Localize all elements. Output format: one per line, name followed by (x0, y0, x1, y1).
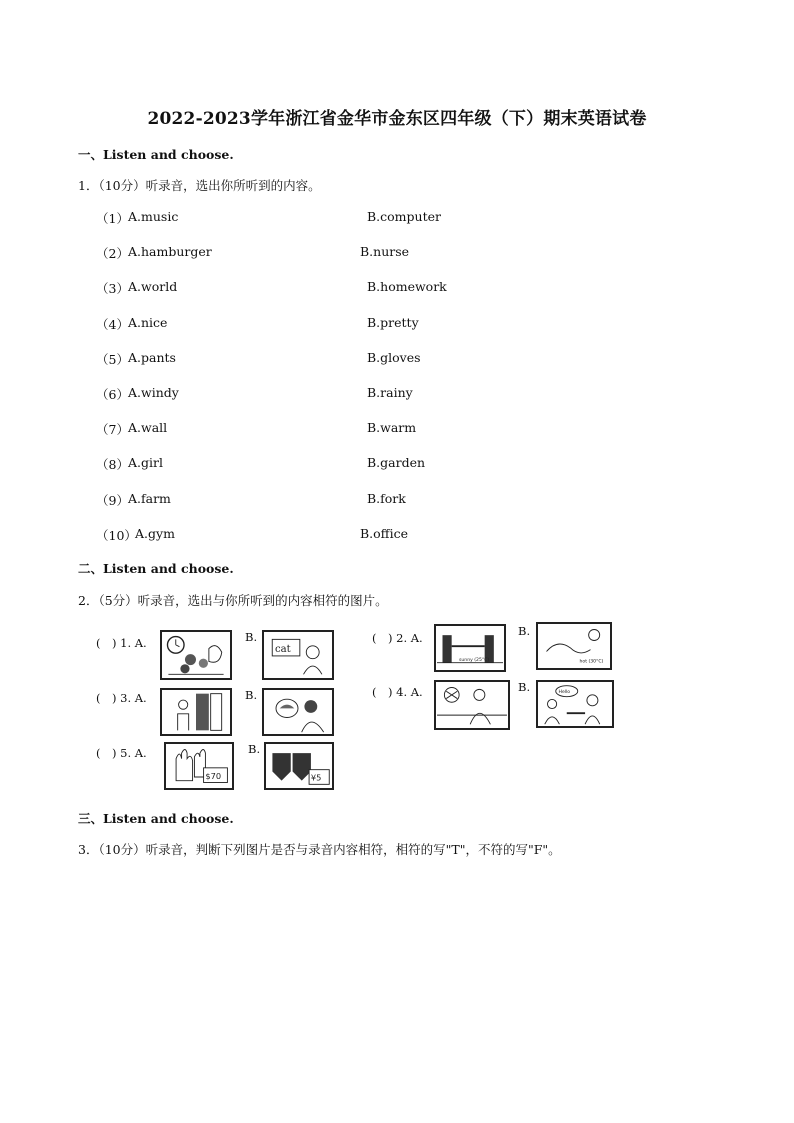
q2-item-4-picture-a[interactable] (434, 680, 510, 730)
q2-item-4-picture-b[interactable] (536, 680, 614, 728)
page-title: 2022-2023学年浙江省金华市金东区四年级（下）期末英语试卷 (147, 109, 647, 129)
q1-option-number: （9） (96, 493, 129, 508)
q2-item-5-picture-a[interactable] (164, 742, 234, 790)
q1-option-a[interactable]: A.music (128, 209, 179, 224)
q1-option-a[interactable]: A.wall (128, 420, 168, 435)
q1-option-number: （7） (96, 422, 129, 437)
q2-item-2-picture-b[interactable] (536, 622, 612, 670)
q1-option-number: （4） (96, 317, 129, 332)
q2-item-4-b-text: Hello (558, 690, 571, 695)
q1-option-a[interactable]: A.windy (128, 385, 179, 400)
q1-option-number: （1） (96, 211, 129, 226)
q1-option-b[interactable]: B.fork (367, 491, 406, 506)
q2-item-3-picture-b[interactable] (262, 688, 334, 736)
section-1-heading: 一、Listen and choose. (78, 147, 234, 162)
q1-option-b[interactable]: B.rainy (367, 385, 413, 400)
q1-option-b[interactable]: B.gloves (367, 350, 421, 365)
q2-item-3-label: ( ) 3. A. (96, 691, 147, 705)
q1-option-b[interactable]: B.pretty (367, 315, 419, 330)
q1-option-number: （10） (96, 528, 137, 543)
q2-item-2-b-label: B. (518, 624, 531, 638)
q2-item-2-a-text: sunny (25°C) (459, 657, 490, 663)
q1-option-a[interactable]: A.world (128, 279, 178, 294)
q1-option-a[interactable]: A.nice (128, 315, 168, 330)
q2-item-3-b-label: B. (245, 688, 258, 702)
q1-option-b[interactable]: B.computer (367, 209, 441, 224)
q2-item-5-label: ( ) 5. A. (96, 746, 147, 760)
q2-item-4-label: ( ) 4. A. (372, 685, 423, 699)
q1-option-number: （8） (96, 457, 129, 472)
section-2-heading: 二、Listen and choose. (78, 561, 234, 576)
q1-option-a[interactable]: A.girl (128, 455, 163, 470)
q1-option-b[interactable]: B.nurse (360, 244, 410, 259)
q1-option-number: （3） (96, 281, 129, 296)
q2-item-5-a-text: $70 (205, 770, 222, 781)
q1-option-b[interactable]: B.warm (367, 420, 417, 435)
q1-option-number: （2） (96, 246, 129, 261)
q2-item-1-picture-b[interactable] (262, 630, 334, 680)
q2-item-3-picture-a[interactable] (160, 688, 232, 736)
q1-option-a[interactable]: A.gym (135, 526, 175, 541)
q2-item-2-b-text: hot (30°C) (579, 659, 604, 665)
q1-option-b[interactable]: B.garden (367, 455, 426, 470)
q1-option-number: （6） (96, 387, 129, 402)
q2-item-1-label: ( ) 1. A. (96, 636, 147, 650)
q2-item-1-b-label: B. (245, 630, 258, 644)
q2-item-5-b-text: ¥5 (310, 772, 322, 783)
q2-item-4-b-label: B. (518, 680, 531, 694)
q1-option-number: （5） (96, 352, 129, 367)
question-3-stem: 3．（10分）听录音，判断下列图片是否与录音内容相符，相符的写"T"，不符的写"F"。 (78, 842, 561, 857)
q2-item-2-picture-a[interactable] (434, 624, 506, 672)
q1-option-a[interactable]: A.farm (128, 491, 171, 506)
question-1-stem: 1．（10分）听录音，选出你所听到的内容。 (78, 178, 321, 193)
q1-option-b[interactable]: B.homework (367, 279, 447, 294)
question-2-stem: 2．（5分）听录音，选出与你所听到的内容相符的图片。 (78, 593, 388, 608)
q1-option-a[interactable]: A.hamburger (128, 244, 212, 259)
q2-item-5-picture-b[interactable] (264, 742, 334, 790)
section-3-heading: 三、Listen and choose. (78, 811, 234, 826)
q2-item-1-picture-a[interactable] (160, 630, 232, 680)
q1-option-b[interactable]: B.office (360, 526, 408, 541)
q2-item-2-label: ( ) 2. A. (372, 631, 423, 645)
q1-option-a[interactable]: A.pants (128, 350, 176, 365)
q2-item-1-b-text: cat (275, 644, 291, 656)
q2-item-5-b-label: B. (248, 742, 261, 756)
